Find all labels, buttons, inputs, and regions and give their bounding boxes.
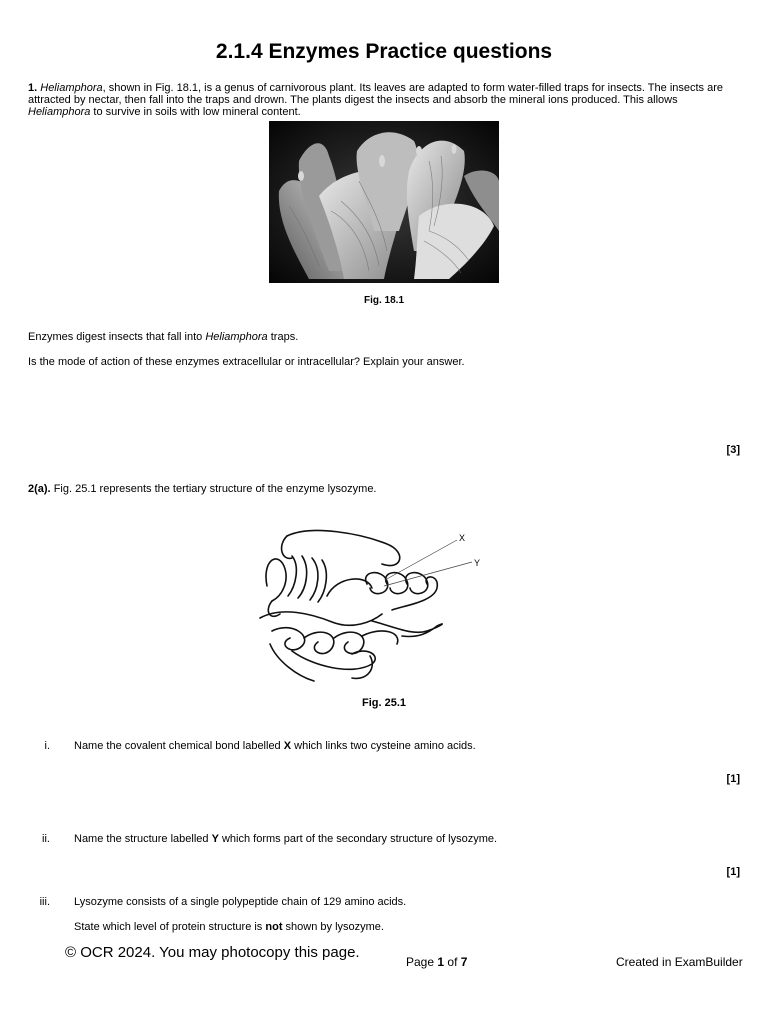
part-iii-line1: Lysozyme consists of a single polypeptide chain of 129 amino acids. — [74, 896, 407, 908]
lysozyme-diagram — [252, 526, 492, 688]
genus-name: Heliamphora — [40, 82, 103, 94]
question-number: 1. — [28, 82, 38, 94]
part-numeral-iii: iii. — [39, 896, 50, 908]
question-number: 2(a). — [28, 483, 51, 495]
question-1-text: 1. Heliamphora, shown in Fig. 18.1, is a genus of carnivorous plant. Its leaves are adapted to form water-filled traps for insects. The insects are attracted by nectar, then fall into the traps and drown. The plants digest the insects and absorb the mineral ions produced. This allows Heliamphora to survive in soils with low mineral content. — [28, 82, 724, 118]
label-x: X — [459, 533, 466, 543]
label-y: Y — [474, 558, 481, 568]
page-title: 2.1.4 Enzymes Practice questions — [215, 40, 553, 63]
question-1-prompt: Is the mode of action of these enzymes extracellular or intracellular? Explain your answer. — [28, 356, 465, 368]
marks-q1: [3] — [726, 444, 740, 456]
footer-copyright: © OCR 2024. You may photocopy this page. — [65, 944, 360, 961]
footer-created: Created in ExamBuilder — [616, 955, 743, 969]
heliamphora-photo — [269, 121, 499, 283]
part-iii-line2: State which level of protein structure is not shown by lysozyme. — [74, 921, 384, 933]
footer-page-number: Page 1 of 7 — [406, 955, 468, 969]
figure-caption-18-1: Fig. 18.1 — [363, 295, 404, 306]
question-1-stem: Enzymes digest insects that fall into Heliamphora traps. — [28, 331, 299, 343]
part-numeral-ii: ii. — [42, 833, 50, 845]
part-i-text: Name the covalent chemical bond labelled X which links two cysteine amino acids. — [74, 740, 476, 752]
part-ii-text: Name the structure labelled Y which forms part of the secondary structure of lysozyme. — [74, 833, 498, 845]
question-2a-intro: 2(a). Fig. 25.1 represents the tertiary structure of the enzyme lysozyme. — [28, 483, 377, 495]
marks-part-i: [1] — [726, 773, 740, 785]
marks-part-ii: [1] — [726, 866, 740, 878]
part-numeral-i: i. — [44, 740, 50, 752]
figure-caption-25-1: Fig. 25.1 — [361, 697, 407, 709]
